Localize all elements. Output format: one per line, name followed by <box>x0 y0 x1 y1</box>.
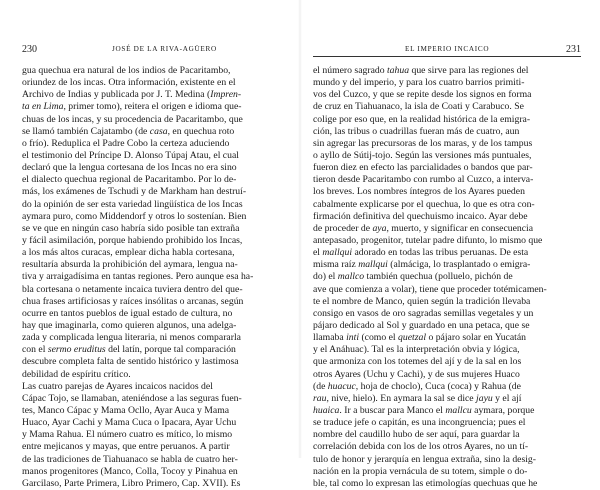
text-line: debilidad de espíritu crítico. <box>22 368 131 380</box>
text-line: tulo de honor y jerarquía en lengua extraña, sino la desig- <box>313 453 537 465</box>
left-page-number: 230 <box>22 44 37 55</box>
text-line: mundo y del imperio, y para los cuatro barrios primiti- <box>313 77 525 89</box>
text-line: hay que imaginarla, como quieren algunos, una adelga- <box>22 319 237 331</box>
text-line: y el Anáhuac). Tal es la interpretación obvia y lógica, <box>313 344 520 356</box>
text-line: los breves. Los nombres íntegros de los Ayares pueden <box>313 186 525 198</box>
text-line: ta en Lima, primer tomo), reitera el origen e idioma que- <box>22 101 242 113</box>
text-line: sin agregar las precursoras de los maras, y de los tampus <box>313 137 533 149</box>
text-line: llamaba inti (como el quetzal o pájaro solar en Yucatán <box>313 332 526 344</box>
text-line: con el sermo eruditus del latín, porque tal comparación <box>22 344 236 356</box>
text-line: ave que comienza a volar), tiene que proceder totémicamen- <box>313 283 547 295</box>
text-line: se traduce jefe o capitán, es una incongruencia; pues el <box>313 417 526 429</box>
text-line: nombre del caudillo hubo de ser aquí, para guardar la <box>313 429 520 441</box>
text-line: pájaro dedicado al Sol y guardado en una petaca, que se <box>313 319 530 331</box>
text-line: do) el mallco también quechua (polluelo, pichón de <box>313 271 513 283</box>
text-line: chuas de los incas, y su procedencia de Pacaritambo, que <box>22 113 243 125</box>
text-line: Archivo de Indias y publicada por J. T. Medina (Impren- <box>22 89 242 101</box>
right-page <box>300 0 600 489</box>
text-line: y Mama Rahua. El número cuatro es mítico, lo mismo <box>22 429 233 441</box>
text-line: de proceder de aya, muerto, y significar en consecuencia <box>313 222 534 234</box>
text-line: Las cuatro parejas de Ayares incaicos nacidos del <box>22 380 213 392</box>
text-line: de cruz en Tiahuanaco, la isla de Coati y Carabuco. Se <box>313 101 524 113</box>
right-page-number: 231 <box>566 44 581 55</box>
text-line: huaica. Ir a buscar para Manco el mallcu aymara, porque <box>313 404 535 416</box>
text-line: chua frases artificiosas y raíces insólitas o arcanas, según <box>22 295 244 307</box>
text-line: misma raíz mallqui (almáciga, lo trasplantado o emigra- <box>313 259 531 271</box>
text-line: firmación definitiva del quechuismo incaico. Ayar debe <box>313 210 528 222</box>
text-line: más, los exámenes de Tschudi y de Markham han destruí- <box>22 186 247 198</box>
text-line: te el nombre de Manco, quien según la tradición llevaba <box>313 295 531 307</box>
right-page-text <box>313 65 581 490</box>
text-line: el mallqui adorado en todas las tribus peruanas. De esta <box>313 247 529 259</box>
text-line: se ve que en ningún caso habría sido posible tan extraña <box>22 222 240 234</box>
text-line: zada y complicada lengua literaria, ni menos compararla <box>22 332 241 344</box>
text-line: consigo en vasos de oro sagradas semillas vegetales y un <box>313 307 534 319</box>
text-line: nación en la propia vernácula de su totem, simple o do- <box>313 465 528 477</box>
text-line: antepasado, progenitor, tutelar padre difunto, lo mismo que <box>313 234 543 246</box>
text-line: colige por eso que, en la realidad histórica de la emigra- <box>313 113 531 125</box>
text-line: aymara puro, como Middendorf y otros lo sostenían. Bien <box>22 210 247 222</box>
text-line: bla cortesana o netamente incaica tuviera dentro del que- <box>22 283 243 295</box>
text-line: Cápac Tojo, se llamaban, ateniéndose a las seguras fuen- <box>22 392 242 404</box>
text-line: do la opinión de ser esta variedad lingüística de los Incas <box>22 198 243 210</box>
header-rule <box>313 56 581 57</box>
text-line: rau, nive, hielo). En aymara la sal se dice jayu y el ají <box>313 392 522 404</box>
text-line: tieron desde Pacaritambo con rumbo al Cuzco, a interva- <box>313 174 534 186</box>
left-page <box>0 0 300 489</box>
text-line: o frío). Reduplica el Padre Cobo la certeza aduciendo <box>22 137 230 149</box>
left-page-header <box>22 44 284 58</box>
text-line: ble, tal como lo expresan las etimologías quechuas que he <box>313 477 538 489</box>
text-line: otros Ayares (Uchu y Cachi), y de sus mujeres Huaco <box>313 368 520 380</box>
text-line: ocurre en tantos pueblos de igual estado de cultura, no <box>22 307 233 319</box>
text-line: se llamó también Cajatambo (de casa, en quechua roto <box>22 125 235 137</box>
text-line: a los más altos curacas, emplear dicha habla cortesana, <box>22 247 235 259</box>
text-line: cabalmente explicarse por el quechua, lo que es otra con- <box>313 198 535 210</box>
text-line: Garcilaso, Parte Primera, Libro Primero, Cap. XVII). Es <box>22 477 241 489</box>
text-line: resultaría absurda la prohibición del aymara, lengua na- <box>22 259 238 271</box>
text-line: declaró que la lengua cortesana de los Incas no era sino <box>22 162 237 174</box>
text-line: oriundez de los incas. Otra información, existente en el <box>22 77 236 89</box>
text-line: (de huacuc, hoja de choclo), Cuca (coca) y Rahua (de <box>313 380 521 392</box>
text-line: el dialecto quechua regional de Pacaritambo. Por lo de- <box>22 174 237 186</box>
text-line: o ayllo de Sútij-tojo. Según las versiones más puntuales, <box>313 149 532 161</box>
text-line: fueron diez en efecto las parcialidades o bandos que par- <box>313 162 533 174</box>
text-line: y fácil asimilación, porque habiendo prohibido los Incas, <box>22 234 243 246</box>
text-line: ción, las tribus o cuadrillas fueran más de cuatro, aun <box>313 125 520 137</box>
text-line: gua quechua era natural de los indios de Pacaritambo, <box>22 65 231 76</box>
text-line: el testimonio del Príncipe D. Alonso Túpaj Atau, el cual <box>22 149 239 161</box>
right-running-head: EL IMPERIO INCAICO <box>405 45 490 53</box>
right-page-header <box>313 44 581 58</box>
text-line: el número sagrado tahua que sirve para las regiones del <box>313 65 529 76</box>
text-line: de las tradiciones de Tiahuanaco se habla de cuatro her- <box>22 453 238 465</box>
text-line: descubre completa falta de sentido histórico y lastimosa <box>22 356 239 368</box>
text-line: Huaco, Ayar Cachi y Mama Cuca o Ipacara, Ayar Uchu <box>22 417 237 429</box>
left-running-head: JOSÉ DE LA RIVA-AGÜERO <box>112 45 217 53</box>
left-page-text <box>22 65 284 490</box>
text-line: entre mejicanos y mayas, que entre peruanos. A partir <box>22 441 230 453</box>
text-line: manos progenitores (Manco, Colla, Tocoy y Pinahua en <box>22 465 238 477</box>
text-line: vos del Cuzco, y que se repite desde los signos en forma <box>313 89 532 101</box>
text-line: tes, Manco Cápac y Mama Ocllo, Ayar Auca y Mama <box>22 404 230 416</box>
text-line: correlación debida con los de los otros Ayares, no un tí- <box>313 441 529 453</box>
text-line: tiva y arraigadísima en tantas regiones. Pero aunque esa ha- <box>22 271 254 283</box>
text-line: que armoniza con los totemes del ají y de la sal en los <box>313 356 522 368</box>
